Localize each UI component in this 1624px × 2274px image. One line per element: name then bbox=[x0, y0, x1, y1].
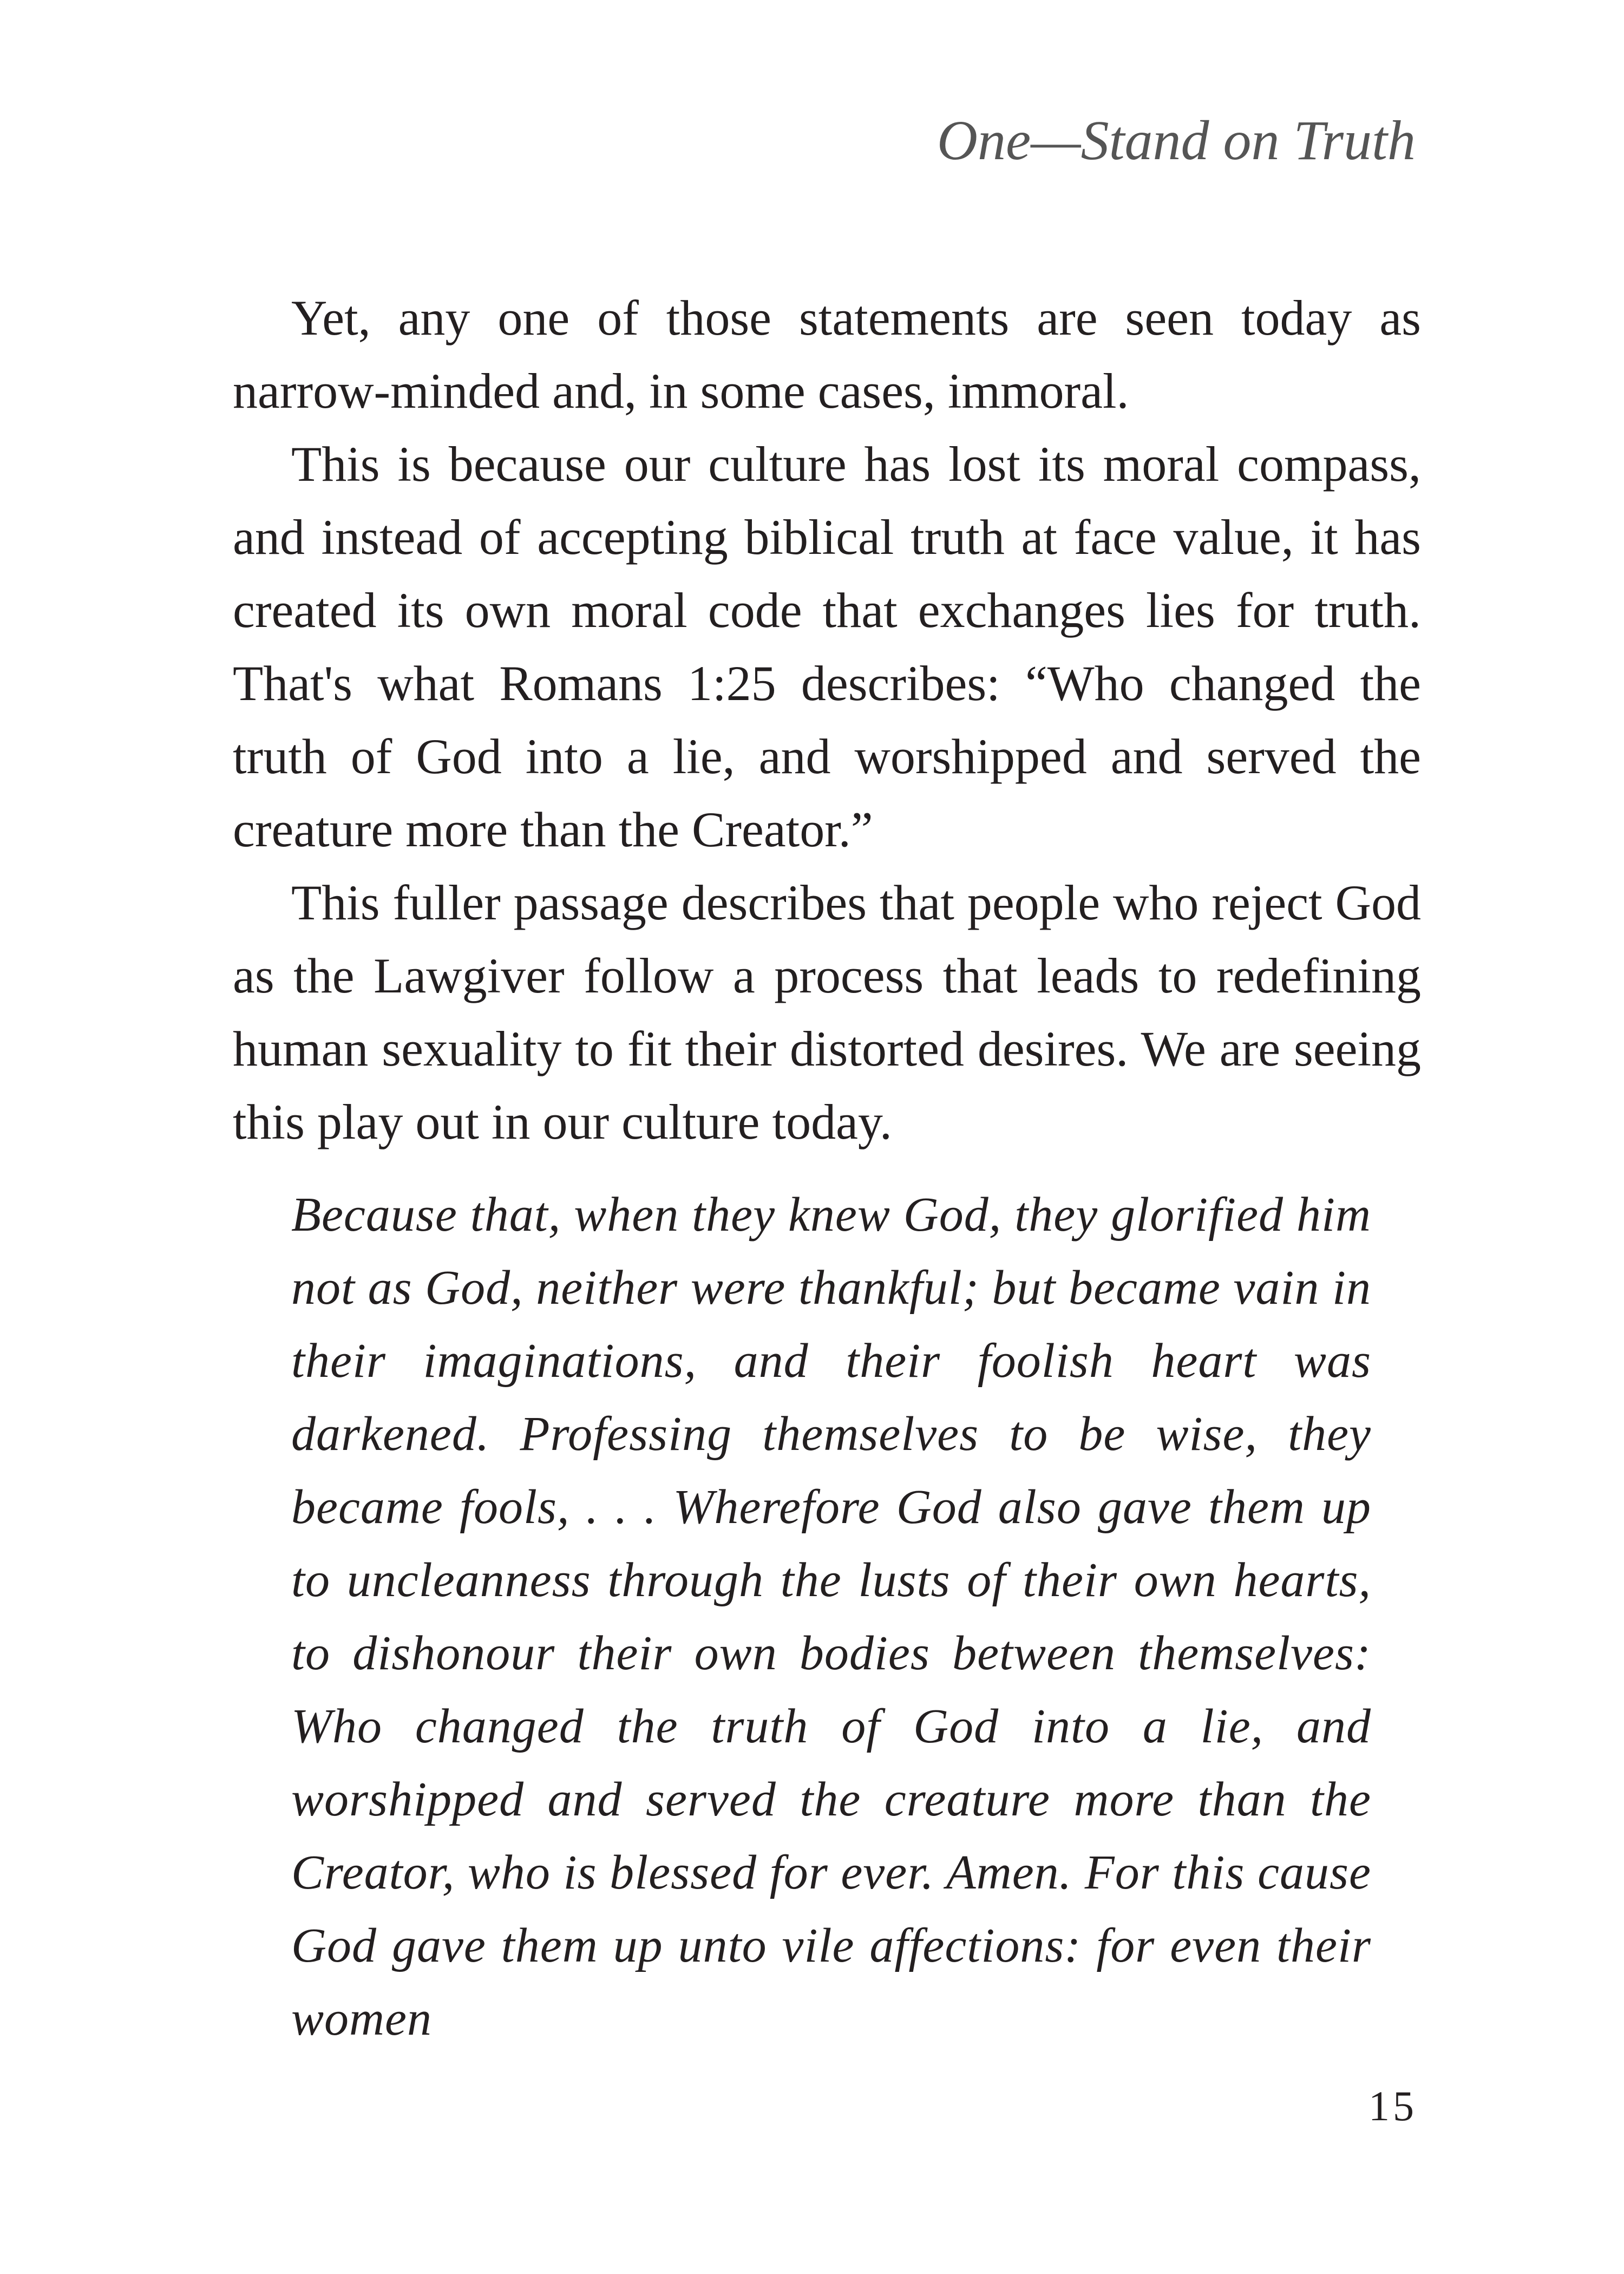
page-number: 15 bbox=[1368, 2082, 1417, 2129]
paragraph-1: Yet, any one of those statements are seen today as narrow-minded and, in some cases, immoral. bbox=[233, 290, 1421, 419]
running-head: One—Stand on Truth bbox=[937, 109, 1416, 172]
body-text bbox=[233, 282, 1421, 2055]
paragraph-3: This fuller passage describes that people who reject God as the Lawgiver follow a process that leads to redefining human sexuality to fit their distorted desires. We are seeing this play out in our culture today. bbox=[233, 875, 1421, 1149]
scripture-block-quote: Because that, when they knew God, they glorified him not as God, neither were thankful; but became vain in their imaginations, and their foolish heart was darkened. Professing themselves to be wise, they became fools, . . . Wherefore God also gave them up to uncleanness through the lusts of their own hearts, to dishonour their own bodies between themselves: Who changed the truth of God into a lie, and worshipped and served the creature more than the Creator, who is blessed for ever. Amen. For this cause God gave them up unto vile affections: for even their women bbox=[291, 1188, 1371, 2046]
paragraph-2: This is because our culture has lost its moral compass, and instead of accepting biblical truth at face value, it has created its own moral code that exchanges lies for truth. That's what Romans 1:25 describes: “Who changed the truth of God into a lie, and worshipped and served the creature more than the Creator.” bbox=[233, 436, 1421, 857]
